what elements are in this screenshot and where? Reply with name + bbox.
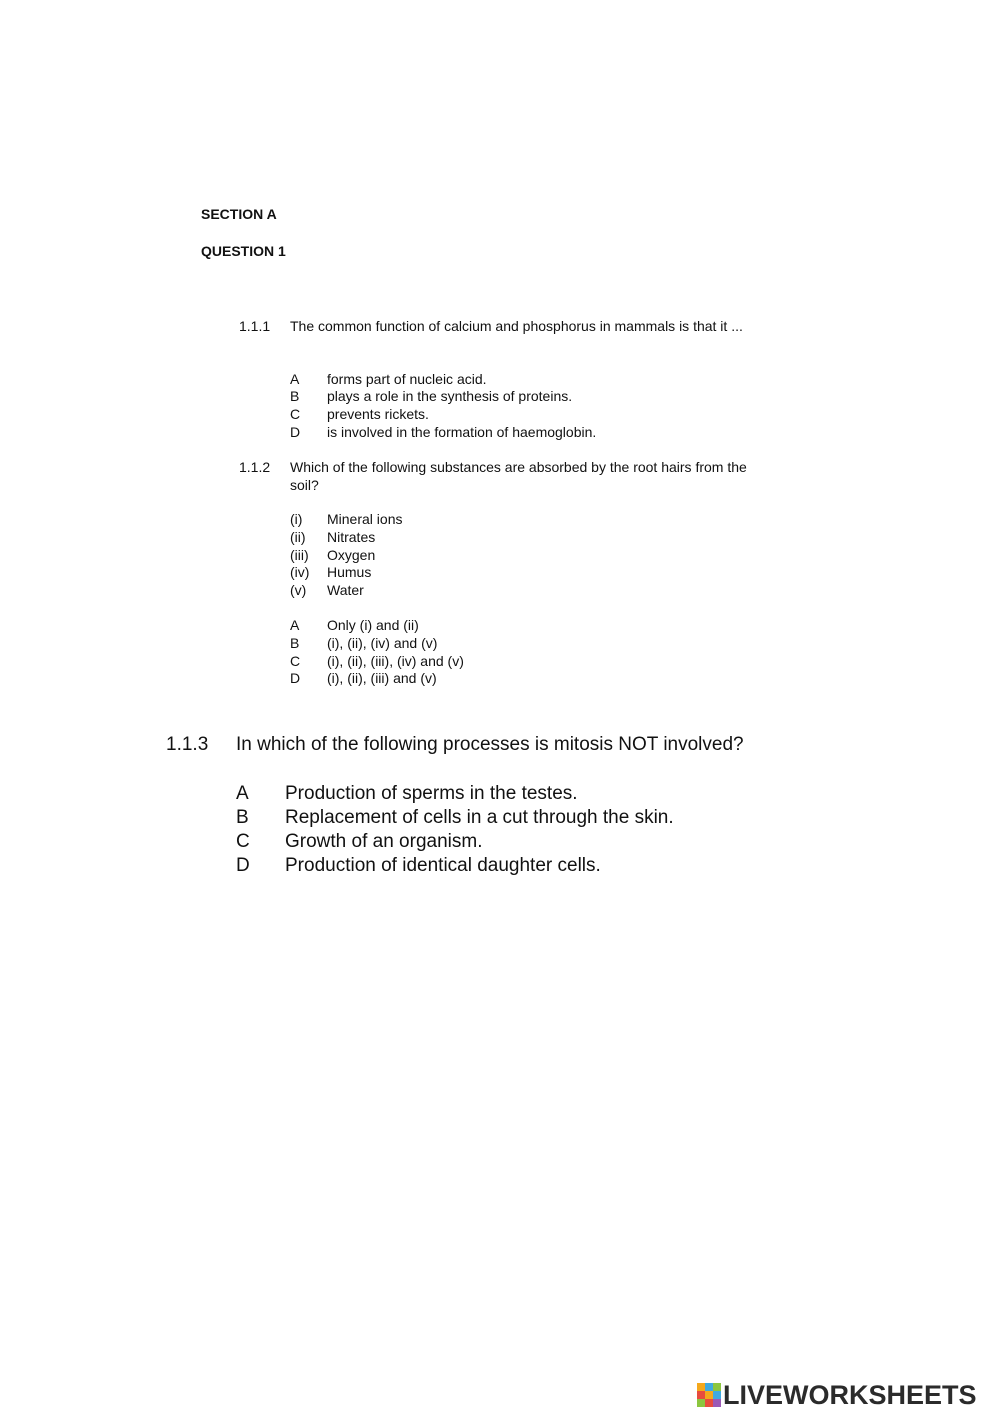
option-letter: C (236, 831, 250, 852)
logo-grid-icon (697, 1383, 721, 1407)
option-letter: D (290, 424, 301, 440)
item-text: Humus (327, 564, 372, 580)
logo-grid-cell (713, 1383, 721, 1391)
option-text: is involved in the formation of haemoglobin. (327, 424, 597, 440)
option-letter: A (290, 617, 300, 633)
option-letter: D (236, 855, 250, 876)
item-label: (iv) (290, 564, 310, 580)
question-title: QUESTION 1 (201, 243, 286, 259)
option-text: Replacement of cells in a cut through the skin. (285, 807, 674, 828)
logo-text: LIVEWORKSHEETS (723, 1379, 977, 1410)
liveworksheets-logo (697, 1380, 977, 1410)
logo-grid-cell (713, 1399, 721, 1407)
option-text: (i), (ii), (iv) and (v) (327, 635, 438, 651)
option-letter: C (290, 653, 301, 669)
option-text: plays a role in the synthesis of proteins. (327, 388, 573, 404)
option-text: Growth of an organism. (285, 831, 483, 852)
logo-grid-cell (713, 1391, 721, 1399)
question-text: In which of the following processes is mitosis NOT involved? (236, 734, 744, 755)
option-letter: B (236, 807, 249, 828)
item-label: (ii) (290, 529, 306, 545)
logo-grid-cell (705, 1391, 713, 1399)
option-text: Only (i) and (ii) (327, 617, 419, 633)
option-text: forms part of nucleic acid. (327, 371, 487, 387)
logo-grid-cell (697, 1391, 705, 1399)
item-text: Water (327, 582, 364, 598)
option-letter: D (290, 670, 301, 686)
option-text: (i), (ii), (iii), (iv) and (v) (327, 653, 464, 669)
option-text: Production of identical daughter cells. (285, 855, 601, 876)
option-text: (i), (ii), (iii) and (v) (327, 670, 437, 686)
option-letter: A (290, 371, 300, 387)
item-text: Oxygen (327, 547, 376, 563)
option-text: Production of sperms in the testes. (285, 783, 578, 804)
logo-grid-cell (705, 1383, 713, 1391)
item-text: Nitrates (327, 529, 376, 545)
item-label: (i) (290, 511, 303, 527)
question-text: Which of the following substances are absorbed by the root hairs from the soil? (290, 459, 747, 493)
section-title: SECTION A (201, 206, 277, 222)
logo-grid-cell (705, 1399, 713, 1407)
item-text: Mineral ions (327, 511, 403, 527)
option-letter: C (290, 406, 301, 422)
logo-grid-cell (697, 1383, 705, 1391)
item-label: (v) (290, 582, 307, 598)
item-label: (iii) (290, 547, 309, 563)
option-letter: A (236, 783, 249, 804)
question-number: 1.1.3 (166, 734, 209, 755)
logo-grid-cell (697, 1399, 705, 1407)
option-text: prevents rickets. (327, 406, 429, 422)
question-text: The common function of calcium and phosphorus in mammals is that it ... (290, 318, 743, 334)
option-letter: B (290, 388, 300, 404)
option-letter: B (290, 635, 300, 651)
question-number: 1.1.2 (239, 459, 271, 475)
question-number: 1.1.1 (239, 318, 271, 334)
